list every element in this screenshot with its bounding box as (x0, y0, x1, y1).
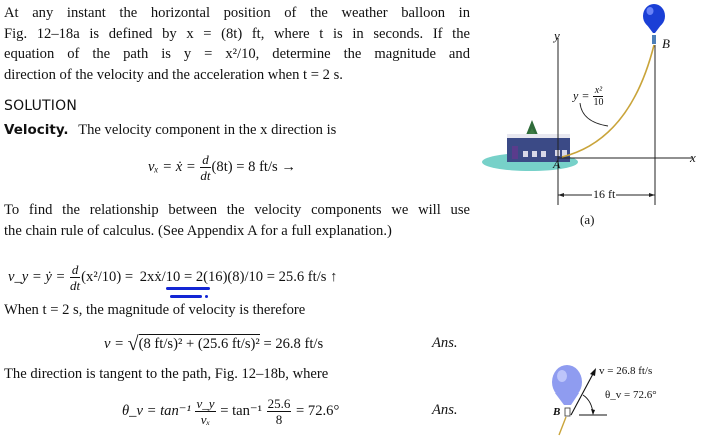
problem-line-2: Fig. 12–18a is defined by x = (8t) ft, where t is in seconds. If the (4, 25, 470, 42)
blue-underline-annotation-2 (170, 295, 202, 298)
answer-label-1: Ans. (432, 335, 458, 351)
eq-theta-frac2: $\frac{25.6}{8}$ (267, 396, 291, 427)
problem-line-3: equation of the path is y = x²/10, determine the magnitude and (4, 46, 470, 62)
velocity-label: v = 26.8 ft/s (599, 365, 653, 377)
chain-rule-line-1: To find the relationship between the velocity components we will use (4, 202, 470, 218)
velocity-intro (4, 122, 336, 139)
eq-vx-derivative: $\frac{d}{dt}$ (200, 152, 211, 183)
eq-v-radicand: (8 ft/s)² + (25.6 ft/s)² (138, 336, 260, 352)
eq-vy-mid: (x²/10) = (81, 268, 134, 285)
eq-theta-frac1: $\frac{v\_y}{\text{vₓ}}$ (196, 396, 215, 427)
problem-line-4: direction of the velocity and the acceleration when t = 2 s. (4, 66, 343, 83)
figure-a (480, 0, 701, 240)
equation-v (104, 333, 323, 356)
problem-line-1: At any instant the horizontal position of the weather balloon in (4, 5, 470, 21)
eq-v-lhs: v = (104, 336, 124, 352)
eq-theta-lhs: θ_v = tan⁻¹ (122, 402, 191, 419)
direction-intro: The direction is tangent to the path, Fig. 12–18b, where (4, 366, 329, 382)
axis-x-label: x (690, 150, 696, 165)
chain-rule-paragraph (4, 200, 470, 241)
chain-rule-line-2: the chain rule of calculus. (See Appendix A for a full explanation.) (4, 222, 392, 239)
figure-a-caption: (a) (580, 212, 595, 227)
angle-label: θ_v = 72.6° (605, 389, 657, 401)
eq-theta-mid: = tan⁻¹ (220, 402, 262, 419)
dimension-label: 16 ft (593, 187, 616, 201)
equation-theta (122, 396, 339, 427)
balloon-icon (643, 4, 665, 28)
blue-dot-annotation (205, 295, 208, 298)
velocity-heading: Velocity. (4, 122, 69, 138)
eq-theta-rhs: = 72.6° (296, 402, 340, 419)
problem-statement (4, 3, 470, 85)
solution-heading: SOLUTION (4, 98, 78, 114)
blue-underline-annotation (166, 287, 210, 290)
point-b-label-fig-b: B (553, 406, 561, 418)
eq-vx-lhs: vₓ = ẋ = (148, 158, 196, 175)
eq-vy-rhs: = 2(16)(8)/10 = 25.6 ft/s ↑ (183, 268, 338, 285)
figure-b (540, 355, 701, 441)
sqrt-symbol: √ (127, 333, 139, 355)
point-a-label: A (553, 157, 561, 171)
equation-vx (148, 152, 296, 183)
velocity-intro-text: The velocity component in the x direction is (78, 122, 337, 138)
eq-v-rhs: = 26.8 ft/s (263, 336, 324, 352)
eq-vy-highlight: 2xẋ/10 (139, 268, 181, 285)
answer-label-2: Ans. (432, 402, 458, 418)
path-equation-label: y = $\frac{\text{x²}}{10}$ (573, 85, 604, 108)
eq-vy-lhs: v_y = ẏ = (8, 268, 66, 285)
eq-vx-rhs: (8t) = 8 ft/s → (211, 158, 296, 175)
eq-vy-derivative: $\frac{d}{dt}$ (70, 262, 81, 293)
axis-y-label: y (554, 28, 560, 43)
point-b-label: B (662, 36, 670, 51)
magnitude-intro: When t = 2 s, the magnitude of velocity is therefore (4, 302, 306, 318)
